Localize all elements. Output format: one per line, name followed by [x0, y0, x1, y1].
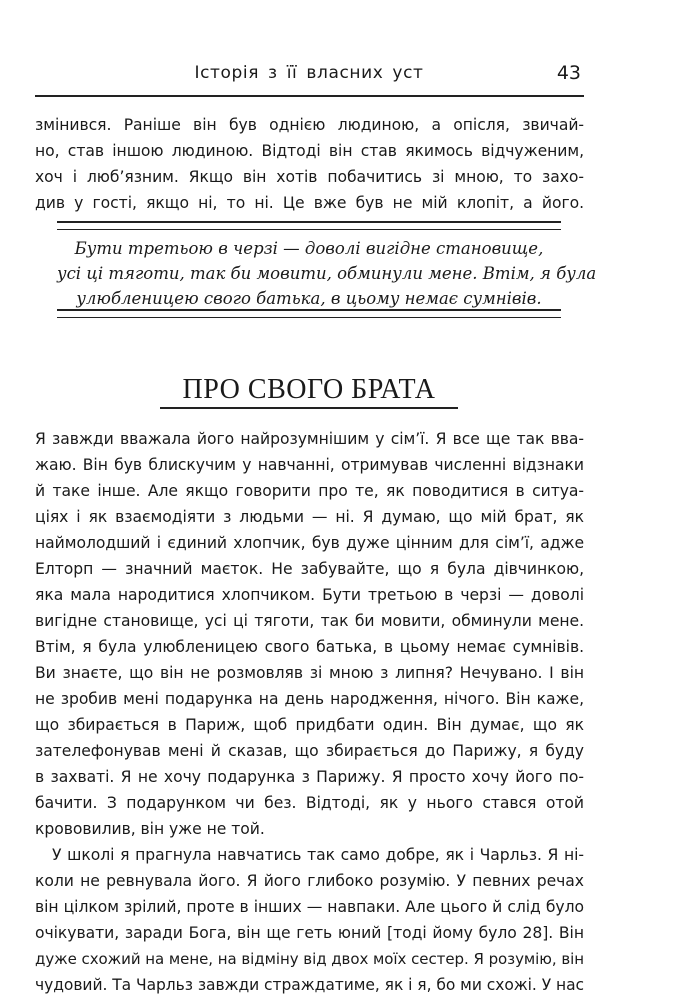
text-line: У школі я прагнула навчатись так само добре, як і Чарльз. Я ні-: [52, 846, 584, 864]
text-line: й таке інше. Але якщо говорити про те, як поводитися в ситуа-: [35, 482, 584, 500]
text-line: крововилив, він уже не той.: [35, 820, 265, 838]
text-line: наймолодший і єдиний хлопчик, був дуже цінним для сім’ї, адже: [35, 534, 584, 552]
text-line: що збирається в Париж, щоб придбати один. Він думає, що як: [35, 716, 584, 734]
top-paragraph: [35, 112, 584, 216]
pull-quote-rule-bottom-thin: [57, 317, 561, 318]
pull-quote-rule-top-thin: [57, 229, 561, 230]
section-title: ПРО СВОГО БРАТА: [182, 374, 436, 405]
pull-quote-rule-top-thick: [57, 221, 561, 223]
pull-quote-line: улюбленицею свого батька, в цьому немає сумнівів.: [76, 289, 542, 308]
text-line: дуже схожий на мене, на відміну від двох моїх сестер. Я розумію, він: [35, 950, 584, 968]
text-line: коли не ревнувала його. Я його глибоко розумію. У певних речах: [35, 872, 584, 890]
text-line: вигідне становище, усі ці тяготи, так би мовити, обминули мене.: [35, 612, 584, 630]
header-rule: [35, 95, 584, 97]
text-line: яка мала народитися хлопчиком. Бути третьою в черзі — доволі: [35, 586, 584, 604]
text-line: Втім, я була улюбленицею свого батька, в цьому немає сумнівів.: [35, 638, 584, 656]
text-line: хоч і люб’язним. Якщо він хотів побачитись зі мною, то захо-: [35, 168, 584, 186]
section-title-underline: [160, 407, 458, 409]
pull-quote-line: усі ці тяготи, так би мовити, обминули мене. Втім, я була: [57, 264, 597, 283]
text-line: він цілком зрілий, проте в інших — навпаки. Але цього й слід було: [35, 898, 584, 916]
text-line: не зробив мені подарунка на день народження, нічого. Він каже,: [35, 690, 584, 708]
text-line: змінився. Раніше він був однією людиною, а опісля, звичай-: [35, 116, 584, 134]
pull-quote-rule-bottom-thick: [57, 309, 561, 311]
page-number: 43: [556, 62, 581, 84]
text-line: Я завжди вважала його найрозумнішим у сім’ї. Я все ще так вва-: [35, 430, 584, 448]
pull-quote: [57, 236, 597, 311]
text-line: ціях і як взаємодіяти з людьми — ні. Я думаю, що мій брат, як: [35, 508, 584, 526]
text-line: чудовий. Та Чарльз завжди страждатиме, як і я, бо ми схожі. У нас: [35, 976, 584, 994]
text-line: очікувати, заради Бога, він ще геть юний [тоді йому було 28]. Він: [35, 924, 584, 942]
text-line: но, став іншою людиною. Відтоді він став якимось відчуженим,: [35, 142, 584, 160]
paragraph: [35, 426, 584, 842]
text-line: зателефонував мені й сказав, що збирається до Парижу, я буду: [35, 742, 584, 760]
text-line: Ви знаєте, що він не розмовляв зі мною з липня? Нечувано. І він: [35, 664, 584, 682]
paragraph: [35, 842, 584, 998]
text-line: див у гості, якщо ні, то ні. Це вже був не мій клопіт, а його.: [35, 194, 584, 212]
pull-quote-line: Бути третьою в черзі — доволі вигідне становище,: [74, 239, 544, 258]
running-head: [35, 63, 583, 87]
running-head-title: Історія з її власних уст: [194, 63, 424, 83]
text-line: жаю. Він був блискучим у навчанні, отримував численні відзнаки: [35, 456, 584, 474]
text-line: в захваті. Я не хочу подарунка з Парижу. Я просто хочу його по-: [35, 768, 584, 786]
text-line: бачити. З подарунком чи без. Відтоді, як у нього стався отой: [35, 794, 584, 812]
text-line: Елторп — значний маєток. Не забувайте, що я була дівчинкою,: [35, 560, 584, 578]
section-body: [35, 426, 584, 998]
